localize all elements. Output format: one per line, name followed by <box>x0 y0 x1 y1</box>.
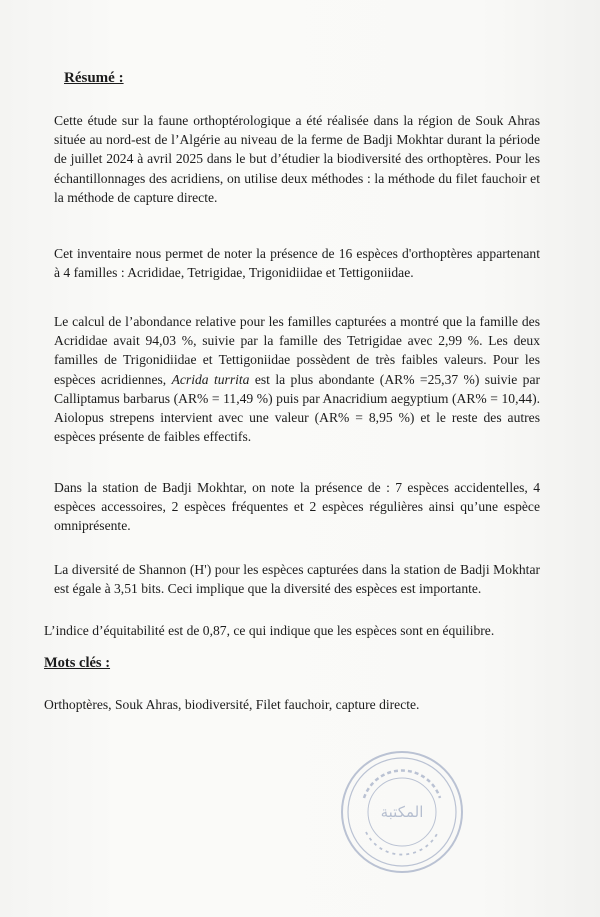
abundance-text-end: est la plus abondante (AR% =25,37 %) suivie par Calliptamus barbarus (AR% = 11,49 %) puis par Anacridium aegyptium (AR% = 10,44). Aiolopus strepens intervient avec une valeur (AR% = 8,95 %) et le reste des autres espèces présente de faibles effectifs. <box>54 371 541 445</box>
stamp-label: المكتبة <box>380 803 424 821</box>
abstract-title: Résumé : <box>64 70 124 86</box>
keywords-title: Mots clés : <box>44 655 111 671</box>
abstract-paragraph-shannon: La diversité de Shannon (H') pour les espèces capturées dans la station de Badji Mokhtar est égale à 3,51 bits. Ceci implique que la diversité des espèces est importante. <box>54 562 540 597</box>
abstract-paragraph-study: Cette étude sur la faune orthoptérologique a été réalisée dans la région de Souk Ahras située au nord-est de l’Algérie au niveau de la ferme de Badji Mokhtar durant la période de juillet 2024 à avril 2025 dans le but d’étudier la biodiversité des orthoptères. Pour les échantillonnages des acridiens, on utilise deux méthodes : la méthode du filet fauchoir et la méthode de capture directe. <box>54 113 540 205</box>
keywords-list: Orthoptères, Souk Ahras, biodiversité, Filet fauchoir, capture directe. <box>44 697 420 712</box>
abstract-paragraph-inventory: Cet inventaire nous permet de noter la présence de 16 espèces d'orthoptères appartenant à 4 familles : Acrididae, Tetrigidae, Trigonidiidae et Tettigoniidae. <box>54 246 540 281</box>
abundance-text-start: Le calcul de l’abondance relative pour les familles capturées a montré que la famille des Acrididae avait 94,03 %, suivie par la famille des Tetrigidae avec 2,99 %. Les deux familles de Trigonidiidae et Tettigoniidae possèdent de très faibles valeurs. Pour les espèces acridiennes, <box>54 314 540 387</box>
abstract-paragraph-abundance <box>54 312 540 446</box>
species-name-acrida-turrita: Acrida turrita <box>171 371 250 387</box>
abstract-paragraph-station: Dans la station de Badji Mokhtar, on note la présence de : 7 espèces accidentelles, 4 espèces accessoires, 2 espèces fréquentes et 2 espèces régulières ainsi qu’une espèce omniprésente. <box>54 480 540 534</box>
library-stamp <box>338 748 466 876</box>
abstract-paragraph-equitability: L’indice d’équitabilité est de 0,87, ce qui indique que les espèces sont en équilibre. <box>44 623 495 638</box>
